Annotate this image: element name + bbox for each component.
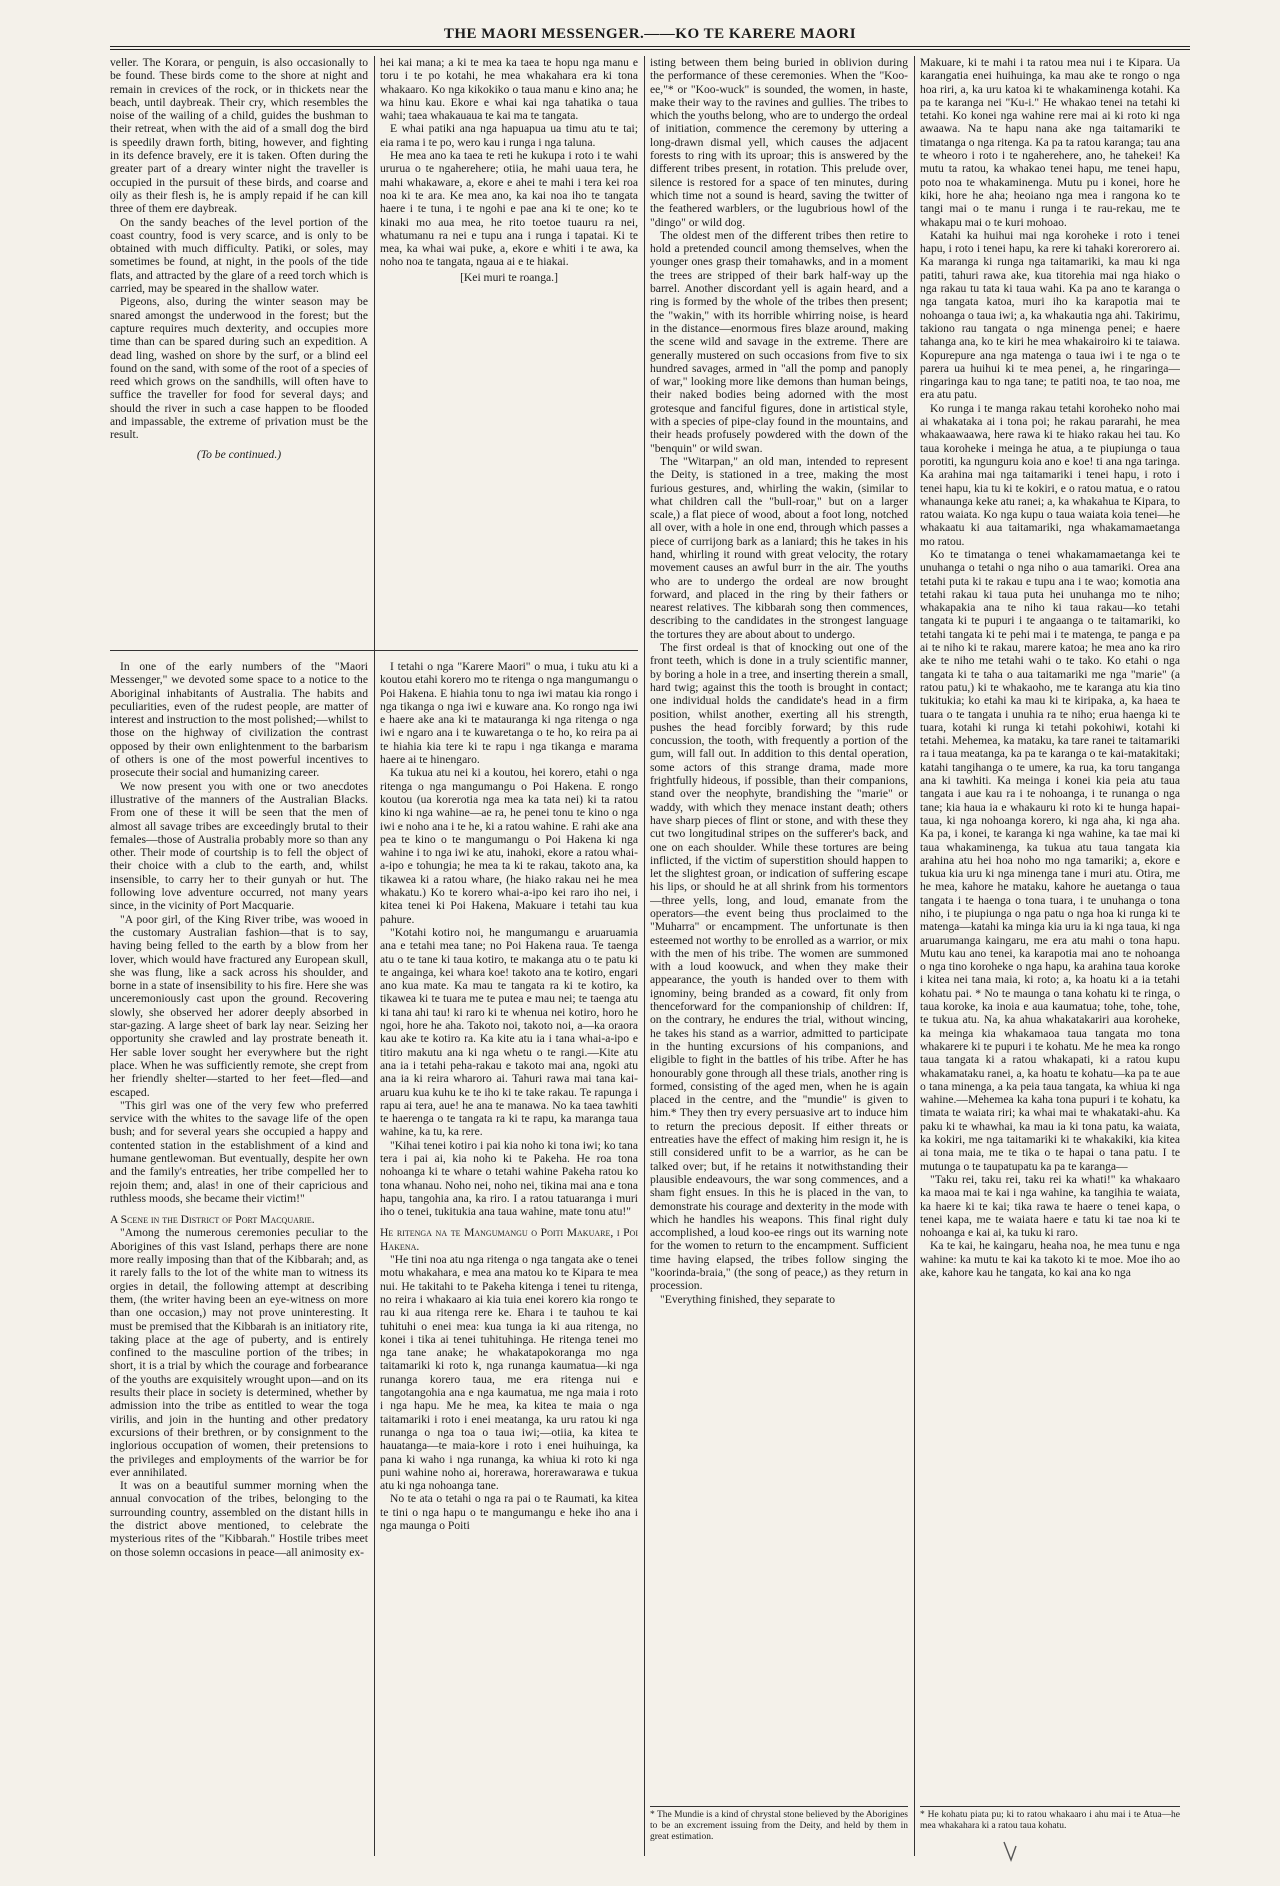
- paragraph: isting between them being buried in oblivion during the performance of these ceremonies. When the "Koo-ee,"* or "Koo-wuck" is sounded, the women, in haste, make their way to the ravines and gullies. The tribes to which the youths belong, who are to undergo the ordeal of initiation, commence the ceremony by uttering a long-drawn dismal yell, which causes the adjacent forests to ring with its uproar; this is answered by the different tribes present, in rotation. This prelude over, silence is restored for a space of ten minutes, during which time not a sound is heard, saving the twitter of the feathered warblers, or the lugubrious howl of the "dingo" or wild dog.: [650, 56, 908, 229]
- paragraph: "Kihai tenei kotiro i pai kia noho ki tona iwi; ko tana tera i pai ai, kia noho ki te Pakeha. He roa tona nohoanga ki te whare o tetahi wahine Pakeha ratou ko tona whanau. Noho nei, noho nei, tikina mai ana e tona hapu, tangohia ana, ka riro. I a ratou tatuaranga i muri iho o tenei, tukitukia ana taua wahine, mate tonu atu!": [380, 1138, 638, 1219]
- footnote-rule: [650, 1806, 908, 1807]
- paragraph: In one of the early numbers of the "Maori Messenger," we devoted some space to a notice to the Aboriginal inhabitants of Australia. The habits and peculiarities, even of the rudest people, are matter of interest and instruction to the most polished;—whilst to those on the highway of civilization the contrast opposed by their own enlightenment to the barbarism of others is one of the most powerful incentives to prosecute their social and humanizing career.: [110, 660, 368, 780]
- paragraph: "This girl was one of the very few who preferred service with the whites to the savage life of the open bush; and for several years she occupied a happy and contented station in the establishment of a kind and humane gentlewoman. But eventually, despite her own and the family's entreaties, her tribe compelled her to rejoin them; and, alas! in one of their capricious and ruthless moods, she became their victim!": [110, 1098, 368, 1205]
- column-rule: [374, 56, 375, 1856]
- paragraph: "Kotahi kotiro noi, he mangumangu e aruaruamia ana e tetahi mea tane; no Poi Hakena raua. Te taenga atu o te tane ki taua kotiro, te makanga atu o te patu ki te angainga, kei whara koe! takoto ana te kotiro, engari ano kua mate. Ka mau te tangata ra ki te kotiro, ka tikawea ki te tuara me te putea e mau nei; te taenga atu ki tana ahi tau! ki raro ki te whenua nei kotiro, horo he ngoi, hore he aha. Takoto noi, takoto noi, a—ka oraora kau ake te kotiro ra. Ka kite atu ia i tana whai-a-ipo e titiro makutu ana ki nga whetu o te rangi.—Kite atu ana ia i tetahi peha-rakau e takoto mai ana, ngoki atu ana ia ki reira wharoro ai. Tahuri rawa mai tana kai-aruaru kua kuhu ke te iho ki te take rakau. Te rapunga i rapu ai tera, aue! he ana te manawa. No ka taea tawhiti te haerenga o te tangata ra ki te rapu, ka maranga taua wahine, ka tu, ka rere.: [380, 925, 638, 1139]
- footnote: * He kohatu piata pu; ki to ratou whakaaro i ahu mai i te Atua—he mea whakahara ki a ratou taua kohatu.: [920, 1810, 1180, 1831]
- paragraph: On the sandy beaches of the level portion of the coast country, food is very scarce, and is only to be obtained with much difficulty. Patiki, or soles, may sometimes be found, at night, in the pools of the tide flats, and attracted by the glare of a reed torch which is carried, may be speared in the shallow water.: [110, 215, 368, 296]
- column-maori-right: [920, 56, 1180, 1801]
- paragraph: "A poor girl, of the King River tribe, was wooed in the customary Australian fashion—that is to say, having being felled to the earth by a blow from her lover, which would have fractured any European skull, she was flung, like a sack across his shoulder, and borne in a state of insensibility to his fire. Here she was unceremoniously cast upon the ground. Recovering slowly, she observed her adorer deeply absorbed in star-gazing. A large sheet of bark lay near. Seizing her opportunity she crawled and lay prostrate beneath it. Her sable lover sought her everywhere but the right place. When he was sufficiently remote, she crept from her friendly shelter—started to her feet—fled—and escaped.: [110, 912, 368, 1099]
- continued-note: (To be continued.): [196, 447, 282, 461]
- paragraph: "Taku rei, taku rei, taku rei ka whati!" ka whakaaro ka maoa mai te kai i nga wahine, ka tangihia te waiata, ka haere ki te kai; tika rawa te haere o tenei kapa, o tenei kapa, me te waiata haere e tatu ki tae noa ki te nohoanga e kai ai, ka tuku ki raro.: [920, 1172, 1180, 1240]
- header-rule: [110, 46, 1190, 50]
- paragraph: Ka te kai, he kaingaru, heaha noa, he mea tunu e nga wahine: ka mutu te kai ka takoto ki te moe. Moe iho ao ake, kahore kau he tangata, ko kai ana ko nga: [920, 1239, 1180, 1280]
- column-rule: [644, 56, 645, 1856]
- paragraph: It was on a beautiful summer morning when the annual convocation of the tribes, belonging to the surrounding country, assembled on the distant hills in the district above mentioned, to celebrate the mysterious rites of the "Kibbarah." Hostile tribes meet on those solemn occasions in peace—all animosity ex-: [110, 1479, 368, 1559]
- ink-mark-icon: [1000, 1836, 1024, 1866]
- paragraph: Makuare, ki te mahi i ta ratou mea nui i te Kipara. Ua karangatia enei huihuinga, ka mau ake te rongo o nga hoa riri, a, ka uru katoa ki te whakaminenga kotahi. Ka pa te karanga nei "Ku-i." He whakao tenei na tetahi ki tetahi. Ko konei nga wahine rere mai ai ki roto ki nga awaawa. Na te hapu nana ake nga taitamariki te timatanga o nga ritenga. Ka pa ta ratou karanga; tau ana te wheoro i roto i te ngaherehere, ano, he tahekei! Ka mutu ta ratou, ka whakao tenei hapu, me tenei hapu, poto noa te whakaminenga. Mutu pu i konei, hore he kiki, hore he aha; heoiano nga mea i rangona ko te tangi mai o te manu i runga i te rau-rekau, me te whakapu mai o te kuri mohoao.: [920, 56, 1180, 229]
- paragraph: "Among the numerous ceremonies peculiar to the Aborigines of this vast Island, perhaps there are none more really imposing than that of the Kibbarah; and, as it rarely falls to the lot of the white man to witness its orgies in detail, the following attempt at describing them, (the writer having been an eye-witness on more than one occasion,) may not prove uninteresting. It must be premised that the Kibbarah is an initiatory rite, taking place at the age of puberty, and is entirely confined to the masculine portion of the tribes; in short, it is a trial by which the courage and forbearance of the youths are exquisitely wrought upon—and on its results their place in society is determined, whether by admission into the tribe as entitled to wear the toga virilis, and join in the hunting and other predatory excursions of their brethren, or by consignment to the inglorious occupation of women, their pretensions to the privileges and employments of the warrior be for ever annihilated.: [110, 1226, 368, 1479]
- paragraph: veller. The Korara, or penguin, is also occasionally to be found. These birds come to the shore at night and remain in crevices of the rock, or in thickets near the beach, until daybreak. Their cry, which resembles the noise of the wailing of a child, guides the bushman to their retreat, when with the aid of a small dog the bird is speedily drawn forth, biting, however, and fighting in its defence bravely, ere it is taken. Often during the greater part of a dreary winter night the traveller is occupied in the pursuit of these birds, and coarse and oily as their flesh is, he is amply repaid if he can kill three of them ere daybreak.: [110, 56, 368, 216]
- continued-note: [Kei muri te roanga.]: [460, 270, 558, 284]
- column-maori-top: [380, 56, 638, 496]
- column-rule: [914, 56, 915, 1856]
- column-maori-bottom: [380, 660, 638, 1855]
- section-heading: He ritenga na te Mangumangu o Poiti Makuare, i Poi Hakena.: [380, 1226, 638, 1253]
- column-english-bottom: [110, 660, 368, 1855]
- paragraph: "He tini noa atu nga ritenga o nga tangata ake o tenei motu whakahara, e mea ana matou ko te Kipara te mea nui. He takitahi to te Pakeha kitenga i tenei tu ritenga, no reira i whakaaro ai kia tuia enei korero kia rongo te rau ki aua ritenga rere ke. Ehara i te tauhou te kai tuhituhi o enei mea: kua tunga ia ki aua ritenga, no konei i tika ai tenei tuhituhinga. He ritenga tenei mo nga tane anake; he whakatapokoranga mo nga taitamariki ki roto k, nga runanga kaumatua—ki nga runanga korero taua, me era ritenga nui e tangotangohia ana e nga kaumatua, me nga maia i roto i nga hapu. Me he mea, ka kitea te maia o nga taitamariki i roto i enei meatanga, ka uru ratou ki nga runanga o nga toa o taua iwi;—otiia, ka kitea te hauatanga—te maia-kore i roto i enei huihuinga, ka pana ki waho i nga runanga, ka whiua ki roto ki nga puni wahine noho ai, horerawa, horerawarawa e tukua atu ki nga nohoanga tane.: [380, 1253, 638, 1493]
- paragraph: Ko runga i te manga rakau tetahi koroheko noho mai ai whakataka ai i tona poi; he rakau pararahi, he mea whakaawaawa, here rawa ki te hiako rakau hei tau. Ko taua koroheke i meinga he atua, a te piupiunga o taua porotiti, ka ngunguru koia ano e koe! ti ana nga taringa. Ka arahina mai nga taitamariki i tenei hapu, i roto i tenei hapu, kia tu ki te kokiri, e o ratou matua, e o ratou whanaunga keke atu ranei; a, ka whakahua te Kipara, to ratou waiata. Ko nga kupu o taua waiata koia tenei—he whakaatu ki aua taitamariki, nga whakamamaetanga mo ratou.: [920, 401, 1180, 548]
- paragraph: Ka tukua atu nei ki a koutou, hei korero, etahi o nga ritenga o nga mangumangu o Poi Hakena. E rongo koutou (ua korerotia nga mea ka tata nei) ki ta ratou kino ki nga wahine—ae ra, he penei tonu te kino o nga iwi e noho ana i te he, ki a ratou wahine. E rahi ake ana pea te kino o te mangumangu o Poi Hakena ki nga wahine i to nga iwi ke atu, inahoki, ekore a ratou whai-a-ipo e tohungia; he mea ta ki te rakau, takoto ana, ka tikawea ki a ratou whare, (he hiako rakau nei he mea whakatu.) Ko te korero whai-a-ipo kei raro iho nei, i kitea tenei ki Poi Hakena, Makuare i tetahi tau kua pahure.: [380, 766, 638, 926]
- paragraph: The first ordeal is that of knocking out one of the front teeth, which is done in a truly scientific manner, by boring a hole in a tree, and inserting therein a small, hard twig; against this the tooth is brought in contact; one individual holds the candidate's head in a firm position, whilst another, exerting all his strength, pushes the head forcibly forward; by this rude concussion, the tooth, with frequently a portion of the gum, will fall out. In addition to this dental operation, some actors of this strange drama, made more frightfully hideous, if possible, than their companions, stand over the neophyte, brandishing the "marie" or waddy, with which they menace instant death; others have sharp pieces of flint or stone, and with these they cut two longitudinal stripes on the sufferer's back, and one on each shoulder. While these tortures are being inflicted, if the victim of superstition should happen to let the slightest groan, or indication of suffering escape his lips, or should he at all shrink from his tormentors—three yells, long, and loud, emanate from the operators—the event being thus proclaimed to the "Muharra" or encampment. The unfortunate is then esteemed not worthy to be enrolled as a warrior, or mix with the men of his tribe. The women are summoned with a loud koowuck, and when they make their appearance, the youth is handed over to them with ignominy, being branded as a coward, fit only from thenceforward for the companionship of children: If, on the contrary, he endures the trial, without wincing, he takes his stand as a warrior, admitted to participate in the hunting excursions of his companions, and eligible to fight in the battles of his tribe. After he has honourably gone through all these trials, another ring is formed, consisting of the aged men, when he is again placed in the centre, and the "mundie" is given to him.* They then try every persuasive art to induce him to return the precious deposit. If either threats or entreaties have the effect of making him resign it, he is still considered unfit to be a warrior, as he can be talked over; but, if he retains it notwithstanding their plausible endeavours, the war song commences, and a sham fight ensues. In this he is placed in the van, to demonstrate his courage and dexterity in the mode with which he handles his weapons. This final right duly accomplished, a loud koo-ee rings out its warning note for the women to return to the encampment. Sufficient time having elapsed, the tribes follow singing the "koorinda-braia," (the song of peace,) as they return in procession.: [650, 641, 908, 1293]
- paragraph: E whai patiki ana nga hapuapua ua timu atu te tai; eia rama i te po, wero kau i runga i nga taluna.: [380, 122, 638, 149]
- paragraph: I tetahi o nga "Karere Maori" o mua, i tuku atu ki a koutou etahi korero mo te ritenga o nga mangumangu o Poi Hakena. E hiahia tonu to nga iwi matau kia rongo i nga tikanga o nga iwi e kuware ana. Ko rongo nga iwi e haere ake ana ki te matauranga ki nga ritenga o nga iwi e ngaro ana i te kuwaretanga o te ho, ko reira pa ai te hiahia kia tere ki te rapu i nga tikanga e marama haere ai te hinengaro.: [380, 660, 638, 767]
- paragraph: The oldest men of the different tribes then retire to hold a pretended council among themselves, when the younger ones grasp their tomahawks, and in a moment the trees are stripped of their bark half-way up the barrel. Another discordant yell is again heard, and a ring is formed by the whole of the tribes then present; the "wakin," with its horrible whirring noise, is heard in the distance—enormous fires blaze around, making the scene wild and savage in the extreme. There are generally mustered on such occasions from five to six hundred savages, armed in "all the pomp and panoply of war," looking more like demons than human beings, their naked bodies being adorned with the most grotesque and fanciful figures, done in artistical style, with a species of pipe-clay found in the mountains, and their heads profusely powdered with the down of the "benquin" or wild swan.: [650, 228, 908, 455]
- section-heading: A Scene in the District of Port Macquarie.: [110, 1213, 315, 1227]
- page-header-title: THE MAORI MESSENGER.——KO TE KARERE MAORI: [443, 26, 857, 42]
- column-english-right: [650, 56, 908, 1801]
- footnote-rule: [920, 1806, 1180, 1807]
- column-english-top: [110, 56, 368, 616]
- paragraph: Pigeons, also, during the winter season may be snared amongst the underwood in the forest; but the capture requires much dexterity, and occupies more time than can be spared during such an expedition. A dead ling, washed on shore by the surf, or a blind eel found on the sand, with some of the root of a species of reed which grows on the sandhills, will often have to suffice the traveller for food for several days; and should the river in such a case happen to be flooded and impassable, the extreme of privation must be the result.: [110, 295, 368, 442]
- paragraph: hei kai mana; a ki te mea ka taea te hopu nga manu e toru i te po kotahi, he mea whakahara era ki tona whakaaro. Ko nga kikokiko o taua manu e kino ana; he wa hinu kau. Ekore e whai kai nga tahatika o taua wahi; taea whakauaua te kai ma te tangata.: [380, 56, 638, 123]
- paragraph: Katahi ka huihui mai nga koroheke i roto i tenei hapu, i roto i tenei hapu, ka rere ki tahaki korerorero ai. Ka maranga ki runga nga taitamariki, ka mau ki nga patiti, tahuri rawa ake, kua titorehia mai nga hiako o nga rakau tu tata ki taua wahi. Ka pa ano te karanga o nga tangata katoa, muri iho ka karapotia mai te nohoanga o taua iwi; a, ka whakautia nga ahi. Takirimu, takiono rau tangata o nga minenga penei; e haere tahanga ana, ko te kiri he mea whakairoiro ki te taiawa. Kopurepure ana nga matenga o taua iwi i te nga o te parera ua huihui ki te mea penei, a, he ringaringa—ringaringa kau to nga tane; te patiti noa, te tao noa, me era atu patu.: [920, 228, 1180, 402]
- footnote: * The Mundie is a kind of chrystal stone believed by the Aborigines to be an excrement issuing from the Deity, and held by them in great estimation.: [650, 1810, 908, 1842]
- paragraph: "Everything finished, they separate to: [660, 1292, 836, 1306]
- paragraph: No te ata o tetahi o nga ra pai o te Raumati, ka kitea te tini o nga hapu o te mangumangu e heke iho ana i nga maunga o Poiti: [380, 1492, 638, 1532]
- paragraph: We now present you with one or two anecdotes illustrative of the manners of the Australian Blacks. From one of these it will be seen that the men of almost all savage tribes are exceedingly brutal to their females—those of Australia probably more so than any other. Their mode of courtship is to fell the object of their choice with a club to the earth, and, whilst insensible, to carry her to their gunyah or hut. The following love adventure occurred, not many years since, in the vicinity of Port Macquarie.: [110, 779, 368, 913]
- paragraph: He mea ano ka taea te reti he kukupa i roto i te wahi ururua o te ngaherehere; otiia, he mahi uaua tera, he mahi whakaware, a, ekore e ahei te mahi i tera kei roa noa ki te ara. Ke mea ano, ka kai noa iho te tangata haere i te tuna, i te ngohi e pae ana ki te one; ko te kinaki mo aua mea, he rito toetoe tuauru ra nei, whatumanu ra nei e tupu ana i runga i tapatai. Ki te mea, ka whai wai puke, a, ekore e whiti i te awa, ka noho noa te tangata, ngaua ai e te hiakai.: [380, 149, 638, 269]
- paragraph: The "Witarpan," an old man, intended to represent the Deity, is stationed in a tree, making the most furious gestures, and, whirling the wakin, (similar to what children call the "bull-roar," but on a larger scale,) a flat piece of wood, about a foot long, notched all over, with a hole in one end, through which passes a piece of currijong bark as a laniard; this he takes in his hand, whirling it round with great velocity, the rotary movement causes an awful burr in the air. The youths who are to undergo the ordeal are now brought forward, and placed in the ring by their fathers or nearest relatives. The kibbarah song then commences, describing to the candidates in the strongest language the tortures they are about about to undergo.: [650, 454, 908, 641]
- paragraph: Ko te timatanga o tenei whakamamaetanga kei te unuhanga o tetahi o nga niho o aua tamariki. Orea ana tetahi puta ki te rakau e tupu ana i te wao; komotia ana tetahi rakau ki taua puta hei unuhanga mo te niho; whakapakia ana te niho ki taua rakau—ko tetahi tangata ki te pupuri i te angaanga o te taitamariki, ko tetahi tangata ki te pehi mai i te matenga, te panga e pa ai te niho ki te rakau, marere katoa; he mea ano ka riro ake te niho me tetahi wahi o te tako. Ko etahi o nga tangata ki te taha o aua taitamariki me nga "marie" (a ratou patu,) ki te whakaoho, me te karanga atu kia tino tukitukia; ko etahi ka mau ki te kiripaka, a, ka haea te tuara o te tangata i unuhia ra te niho; erua haenga ki te tuara, kotahi ki runga ki tetahi pokohiwi, kotahi ki tetahi. Mehemea, ka mataku, ka tare ranei te taitamariki ra i taua meatanga, ka pa te karanga o te kai-matakitaki; katahi tangihanga o te umere, ka rua, ka toru tanganga ana ki tawhiti. Ka meinga i konei kia peia atu taua tangata i aue kau ra i te nohoanga, i te runanga o nga tane; kia haua ia e whakauru ki roto ki te hunga hapai-taua, ki nga nohoanga korero, ki nga aha, ki nga aha. Ka pa, i konei, te karanga ki nga wahine, ka tae mai ki taua whakaminenga, ka tukua atu taua tangata kia arahina atu hei hoa noho mo nga tamariki; a, ekore e tukua kia uru ki nga minenga tane i muri atu. Otira, me he mea, kahore he mataku, kahore he auetanga o taua tangata i te haenga o tona tuara, i te unuhanga o tona niho, i te piupiunga o nga patu o nga hoa ki runga ki te matenga—katahi ka minga kia uru ia ki nga taua, ki nga aruarumanga kaingaru, me era atu mahi o tona hapu. Mutu kau ano tenei, ka karapotia mai ano te nohoanga o nga tino koroheke o nga hapu, ka arahina taua koroke i kitea nei tana maia, ki roto; a, ka hoatu ki a ia tetahi kohatu pai. * No te maunga o tana kohatu ki te ringa, o taua koroke, ka inoia e aua kaumatua; tohe, tohe, tohe, te tukua atu. Na, ka ahua whakatakariri aua koroheke, ka meinga kia whakamaoa taua tangata mo tona whakarere ki te pupuri i te kohatu. Me he mea ka rongo taua tangata ki a ratou whakapati, ki a ratou kupu whakamataku ranei, a, ka hoatu te kohatu—ka pa te aue o tana minenga, a ka peia taua tangata, ka whiua ki nga wahine.—Mehemea ka kaha tona pupuri i te kohatu, ka timata te waiata riri; ka whai mai te whakataki-ahu. Ka paku ki te whawhai, ka mau ia ki tona patu, ka waiata, ka kokiri, me nga taitamariki ki te whakakiki, kia kitea ai tona maia, me te tika o te hapai o tana patu. I te mutunga o te taupatupatu ka pa te karanga—: [920, 547, 1180, 1173]
